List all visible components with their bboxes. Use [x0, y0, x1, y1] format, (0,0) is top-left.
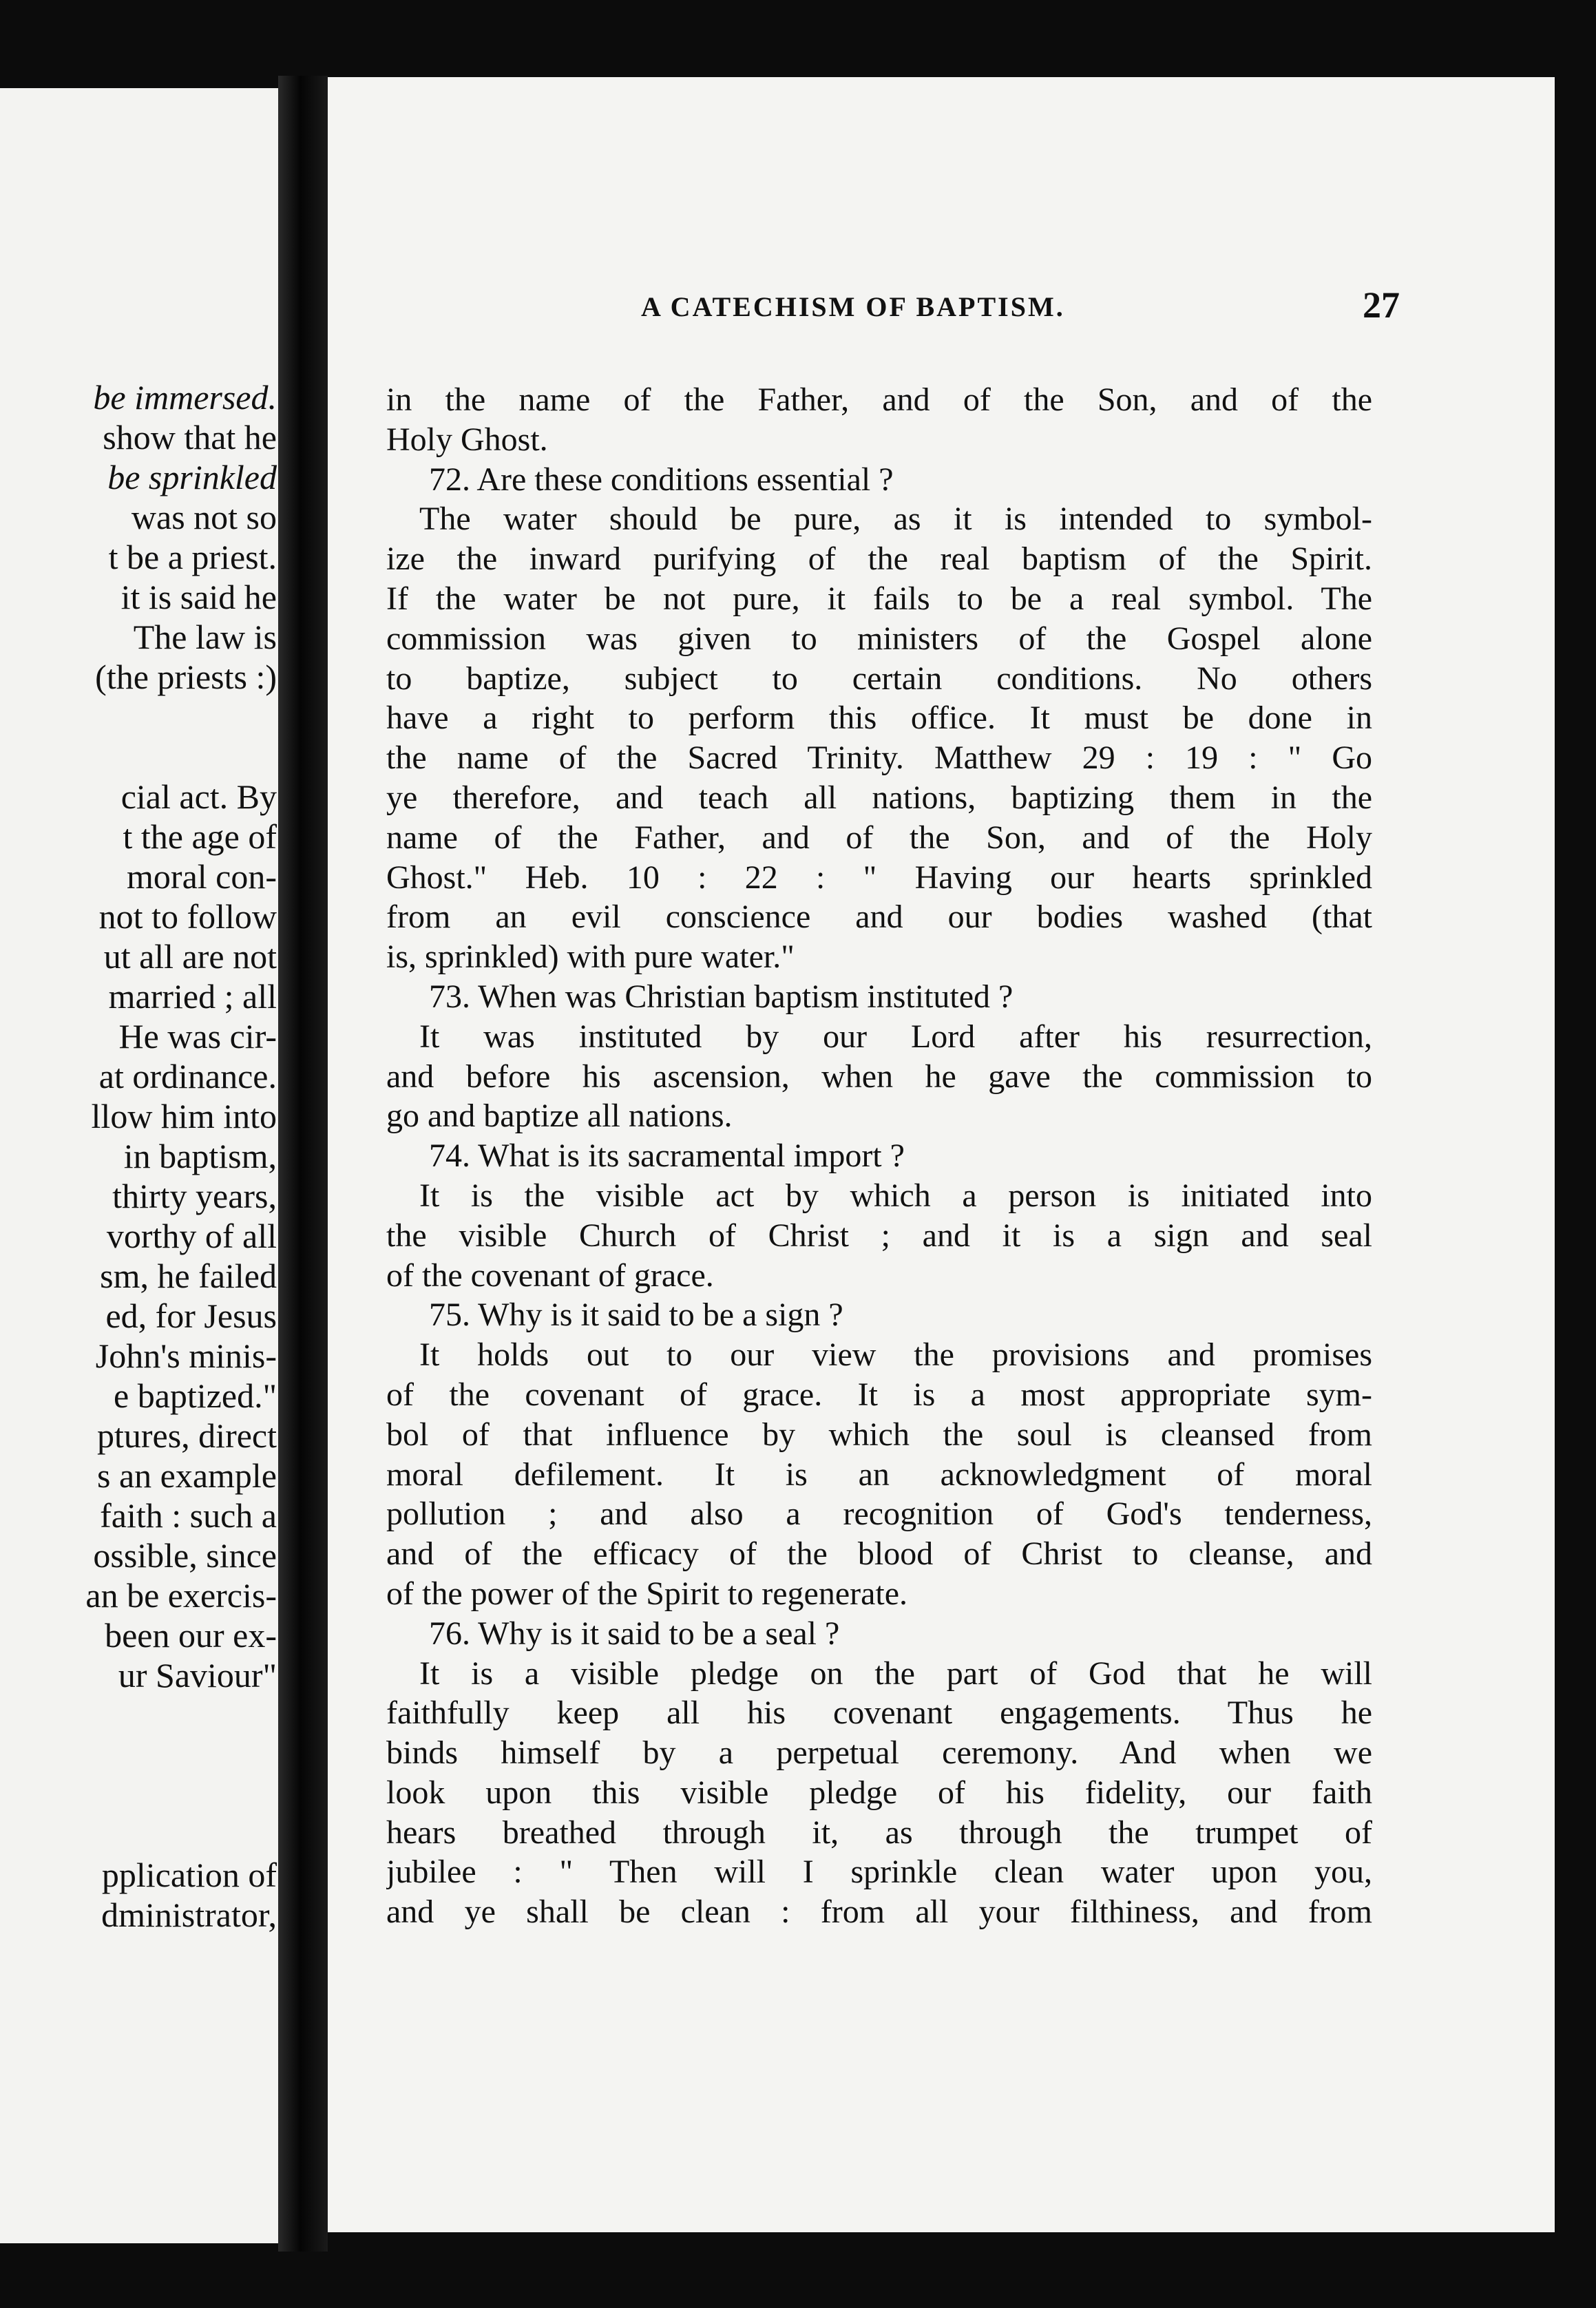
- text-line: moral defilement. It is an acknowledgment of moral: [386, 1456, 1372, 1493]
- text-line: bol of that influence by which the soul is cleansed from: [386, 1416, 1372, 1453]
- left-line: at ordinance.: [98, 1057, 277, 1095]
- text-line: If the water be not pure, it fails to be a real symbol. The: [386, 580, 1372, 617]
- left-line: vorthy of all: [106, 1217, 277, 1255]
- body-text: [386, 380, 1372, 1932]
- text-line: ye therefore, and teach all nations, baptizing them in the: [386, 779, 1372, 816]
- left-line: dministrator,: [101, 1896, 277, 1934]
- text-line: Ghost." Heb. 10 : 22 : " Having our hearts sprinkled: [386, 859, 1372, 896]
- left-page-fragment: [0, 88, 282, 2243]
- left-line: The law is: [133, 618, 277, 656]
- text-line: the name of the Sacred Trinity. Matthew 29 : 19 : " Go: [386, 739, 1372, 777]
- text-line: ize the inward purifying of the real baptism of the Spirit.: [386, 541, 1372, 578]
- book-spine: [278, 76, 328, 2252]
- left-line: pplication of: [101, 1856, 277, 1894]
- text-line: of the covenant of grace.: [386, 1257, 714, 1294]
- left-line: it is said he: [120, 578, 277, 616]
- text-line: go and baptize all nations.: [386, 1098, 733, 1135]
- text-line: It was instituted by our Lord after his resurrection,: [419, 1018, 1372, 1055]
- text-line: the visible Church of Christ ; and it is a sign and seal: [386, 1217, 1372, 1254]
- text-line: of the covenant of grace. It is a most appropriate sym-: [386, 1376, 1372, 1413]
- left-line: been our ex-: [105, 1616, 277, 1655]
- question-line: 75. Why is it said to be a sign ?: [429, 1297, 843, 1334]
- text-line: jubilee : " Then will I sprinkle clean water upon you,: [386, 1854, 1372, 1891]
- left-line: e baptized.": [114, 1376, 277, 1415]
- left-line: sm, he failed: [100, 1257, 277, 1295]
- text-line: It is a visible pledge on the part of God that he will: [419, 1655, 1372, 1692]
- question-line: 73. When was Christian baptism instituted ?: [429, 978, 1014, 1015]
- page-number: 27: [1363, 284, 1400, 326]
- left-line: llow him into: [91, 1097, 277, 1135]
- left-line: ptures, direct: [96, 1416, 277, 1455]
- running-head: A CATECHISM OF BAPTISM.: [641, 291, 1065, 322]
- left-line: married ; all: [108, 977, 277, 1016]
- left-line: faith : such a: [100, 1496, 277, 1535]
- text-line: The water should be pure, as it is intended to symbol-: [419, 501, 1372, 538]
- left-line: t be a priest.: [108, 538, 277, 576]
- text-line: to baptize, subject to certain conditions. No others: [386, 660, 1372, 697]
- left-line: not to follow: [98, 897, 277, 936]
- left-line: an be exercis-: [85, 1576, 277, 1615]
- left-line: t the age of: [123, 817, 277, 856]
- left-line: He was cir-: [118, 1017, 277, 1056]
- text-line: name of the Father, and of the Son, and of the Holy: [386, 819, 1372, 856]
- question-line: 74. What is its sacramental import ?: [429, 1137, 905, 1175]
- text-line: and before his ascension, when he gave the commission to: [386, 1058, 1372, 1095]
- left-line: moral con-: [127, 857, 277, 896]
- left-line: ed, for Jesus: [105, 1297, 277, 1335]
- left-line: John's minis-: [95, 1336, 277, 1375]
- text-line: in the name of the Father, and of the Son, and of the: [386, 381, 1372, 418]
- question-line: 76. Why is it said to be a seal ?: [429, 1615, 840, 1652]
- left-line: (the priests :): [95, 658, 277, 696]
- text-line: and of the efficacy of the blood of Christ to cleanse, and: [386, 1535, 1372, 1573]
- text-line: Holy Ghost.: [386, 421, 548, 458]
- left-line: s an example: [96, 1456, 277, 1495]
- text-line: It is the visible act by which a person is initiated into: [419, 1177, 1372, 1214]
- left-line: cial act. By: [120, 777, 277, 816]
- left-line: be immersed.: [93, 378, 277, 417]
- text-line: hears breathed through it, as through the trumpet of: [386, 1814, 1372, 1851]
- text-line: binds himself by a perpetual ceremony. And when we: [386, 1734, 1372, 1772]
- question-line: 72. Are these conditions essential ?: [429, 461, 894, 498]
- text-line: is, sprinkled) with pure water.": [386, 938, 795, 976]
- left-line: was not so: [131, 498, 277, 536]
- left-line: ossible, since: [93, 1536, 277, 1575]
- right-page: [328, 77, 1555, 2232]
- text-line: have a right to perform this office. It must be done in: [386, 700, 1372, 737]
- left-line: thirty years,: [112, 1177, 277, 1215]
- left-line: ut all are not: [103, 937, 277, 976]
- text-line: look upon this visible pledge of his fidelity, our faith: [386, 1774, 1372, 1811]
- left-line: ur Saviour": [118, 1656, 277, 1695]
- left-line: in baptism,: [123, 1137, 277, 1175]
- text-line: pollution ; and also a recognition of God's tenderness,: [386, 1496, 1372, 1533]
- text-line: and ye shall be clean : from all your filthiness, and from: [386, 1893, 1372, 1931]
- text-line: of the power of the Spirit to regenerate.: [386, 1575, 908, 1612]
- left-line: be sprinkled: [107, 458, 277, 496]
- left-line: show that he: [103, 418, 277, 457]
- text-line: commission was given to ministers of the Gospel alone: [386, 620, 1372, 657]
- text-line: faithfully keep all his covenant engagements. Thus he: [386, 1695, 1372, 1732]
- text-line: from an evil conscience and our bodies washed (that: [386, 899, 1372, 936]
- text-line: It holds out to our view the provisions and promises: [419, 1336, 1372, 1374]
